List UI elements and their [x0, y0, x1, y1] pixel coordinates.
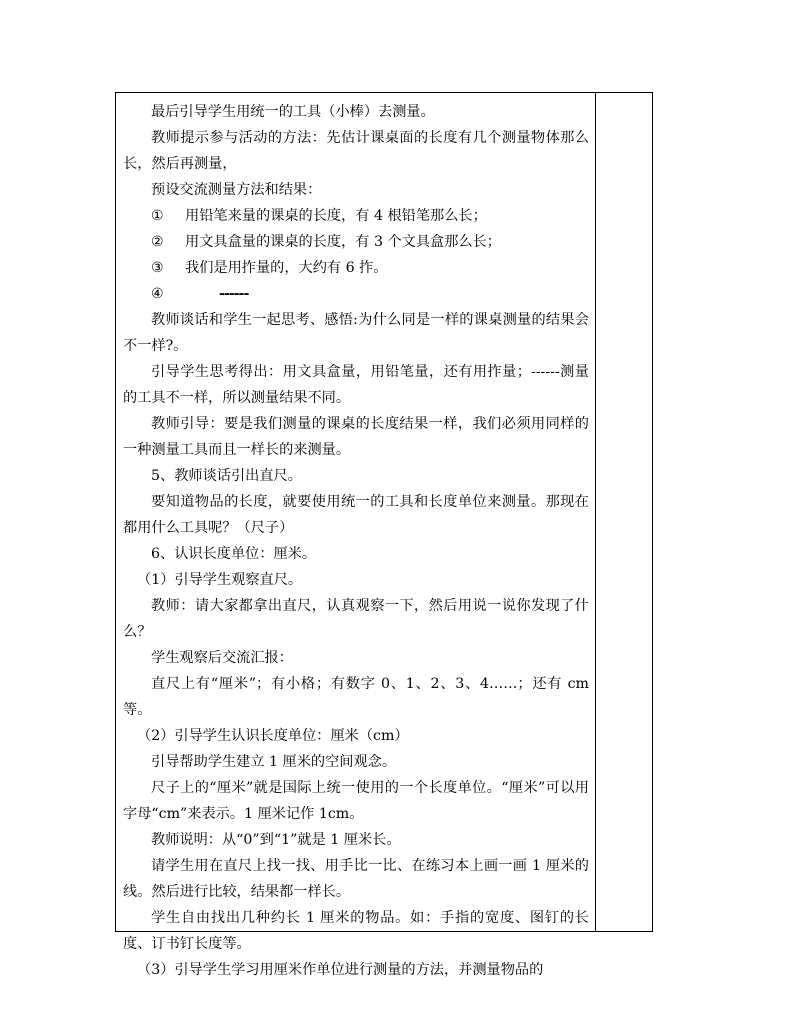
section-heading: 6、认识长度单位：厘米。	[151, 546, 317, 562]
paragraph: 请学生用在直尺上找一找、用手比一比、在练习本上画一画 1 厘米的线。然后进行比较，结果都一样长。	[123, 858, 589, 900]
paragraph: 最后引导学生用统一的工具（小棒）去测量。	[151, 104, 435, 120]
list-item	[123, 229, 589, 255]
list-text: ------	[219, 286, 249, 302]
lesson-table	[115, 92, 653, 978]
list-text: 用铅笔来量的课桌的长度，有 4 根铅笔那么长；	[185, 208, 487, 224]
paragraph: 学生自由找出几种约长 1 厘米的物品。如：手指的宽度、图钉的长度、订书钉长度等。	[123, 910, 589, 952]
paragraph: 预设交流测量方法和结果：	[151, 182, 322, 198]
lesson-content-cell	[123, 99, 589, 983]
list-text: 用文具盒量的课桌的长度，有 3 个文具盒那么长；	[185, 234, 501, 250]
paragraph: 学生观察后交流汇报：	[151, 650, 293, 666]
list-item	[123, 281, 589, 307]
list-marker: ②	[151, 234, 164, 250]
list-item	[123, 255, 589, 281]
list-marker: ①	[151, 208, 164, 224]
list-marker: ③	[151, 260, 164, 276]
paragraph: 教师提示参与活动的方法：先估计课桌面的长度有几个测量物体那么长，然后再测量，	[123, 130, 589, 172]
list-item	[123, 203, 589, 229]
list-marker: ④	[151, 286, 164, 302]
paragraph: 要知道物品的长度，就要使用统一的工具和长度单位来测量。那现在都用什么工具呢？（尺子）	[123, 494, 589, 536]
paragraph: 教师谈话和学生一起思考、感悟:为什么同是一样的课桌测量的结果会不一样?。	[123, 312, 589, 354]
paragraph: 引导学生思考得出：用文具盒量，用铅笔量，还有用拃量；------测量的工具不一样，所以测量结果不同。	[123, 364, 589, 406]
paragraph: 教师：请大家都拿出直尺，认真观察一下，然后用说一说你发现了什么？	[123, 598, 589, 640]
paragraph: 教师说明：从“0”到“1”就是 1 厘米长。	[151, 832, 401, 848]
paragraph: 引导帮助学生建立 1 厘米的空间观念。	[151, 754, 397, 770]
paragraph: 直尺上有“厘米”；有小格；有数字 0、1、2、3、4……；还有 cm 等。	[123, 676, 589, 718]
paragraph: 教师引导：要是我们测量的课桌的长度结果一样，我们必须用同样的一种测量工具而且一样长的来测量。	[123, 416, 589, 458]
column-divider	[595, 93, 596, 931]
sub-heading: （1）引导学生观察直尺。	[137, 572, 303, 588]
paragraph: 尺子上的“厘米”就是国际上统一使用的一个长度单位。“厘米”可以用字母“cm”来表示。1 厘米记作 1cm。	[123, 780, 589, 822]
section-heading: 5、教师谈话引出直尺。	[151, 468, 302, 484]
list-text: 我们是用拃量的，大约有 6 拃。	[185, 260, 388, 276]
sub-heading: （3）引导学生学习用厘米作单位进行测量的方法，并测量物品的	[137, 962, 544, 978]
sub-heading: （2）引导学生认识长度单位：厘米（cm）	[137, 728, 409, 744]
